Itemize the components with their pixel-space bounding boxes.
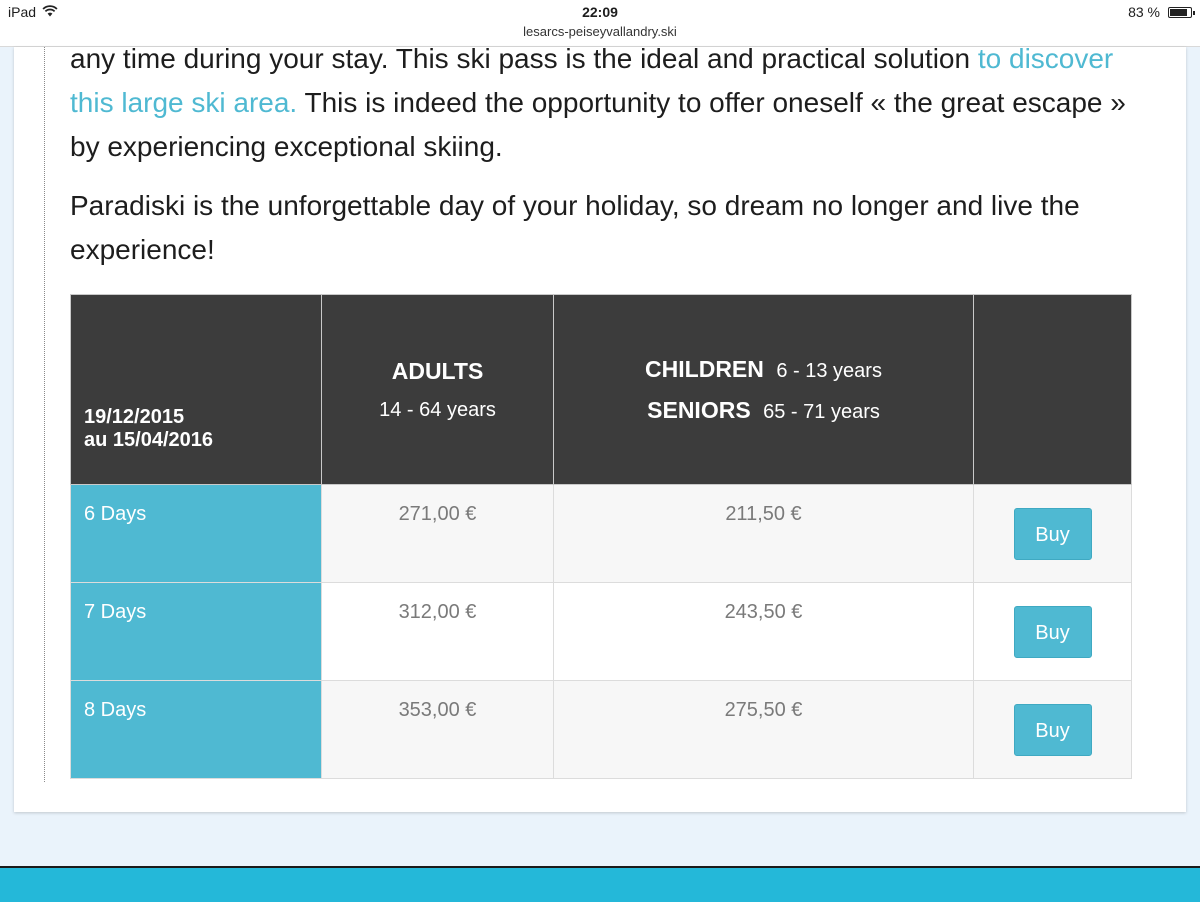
buy-button[interactable]: Buy — [1014, 704, 1092, 756]
duration-cell: 8 Days — [71, 681, 322, 779]
intro-paragraph — [70, 37, 1140, 169]
intro-text: any time during your stay. This ski pass is the ideal and practical solution — [70, 43, 978, 74]
closing-paragraph: Paradiski is the unforgettable day of your holiday, so dream no longer and live the experience! — [70, 190, 1080, 265]
table-row — [71, 485, 1132, 583]
duration-cell: 6 Days — [71, 485, 322, 583]
adult-price: 271,00 € — [322, 485, 554, 583]
seniors-age: 65 - 71 years — [763, 400, 880, 423]
price-table — [70, 294, 1132, 779]
url-bar[interactable]: lesarcs-peiseyvallandry.ski — [523, 24, 677, 39]
device-label: iPad — [8, 4, 37, 20]
buy-button[interactable]: Buy — [1014, 508, 1092, 560]
discover-link[interactable]: to discover this large ski area. — [70, 43, 1114, 118]
buy-cell — [974, 583, 1132, 681]
table-row — [71, 583, 1132, 681]
dotted-divider — [44, 47, 45, 782]
children-label: CHILDREN — [645, 355, 764, 382]
period-header — [71, 295, 322, 485]
battery-percent: 83 % — [1128, 4, 1160, 20]
child-senior-price: 275,50 € — [554, 681, 974, 779]
battery-level — [1170, 9, 1187, 16]
buy-cell — [974, 681, 1132, 779]
adult-price: 312,00 € — [322, 583, 554, 681]
table-row — [71, 681, 1132, 779]
seniors-label: SENIORS — [647, 396, 751, 423]
adults-age: 14 - 64 years — [379, 398, 496, 421]
intro-text-end: This is indeed the opportunity to offer oneself « the great escape » by experiencing exceptional skiing. — [70, 87, 1126, 162]
footer-band — [0, 866, 1200, 902]
price-table-header — [71, 295, 1132, 485]
adults-header — [322, 295, 554, 485]
adult-price: 353,00 € — [322, 681, 554, 779]
child-senior-price: 211,50 € — [554, 485, 974, 583]
status-right — [1128, 4, 1192, 20]
children-age: 6 - 13 years — [776, 359, 882, 382]
child-senior-price: 243,50 € — [554, 583, 974, 681]
period-start: 19/12/2015 — [84, 406, 185, 428]
adults-label: ADULTS — [391, 357, 484, 384]
duration-cell: 7 Days — [71, 583, 322, 681]
clock: 22:09 — [582, 4, 618, 20]
action-header — [974, 295, 1132, 485]
period-end: au 15/04/2016 — [84, 429, 213, 451]
buy-button[interactable]: Buy — [1014, 606, 1092, 658]
buy-cell — [974, 485, 1132, 583]
battery-icon — [1168, 7, 1192, 18]
content-card — [14, 43, 1186, 812]
children-seniors-header — [554, 295, 974, 485]
